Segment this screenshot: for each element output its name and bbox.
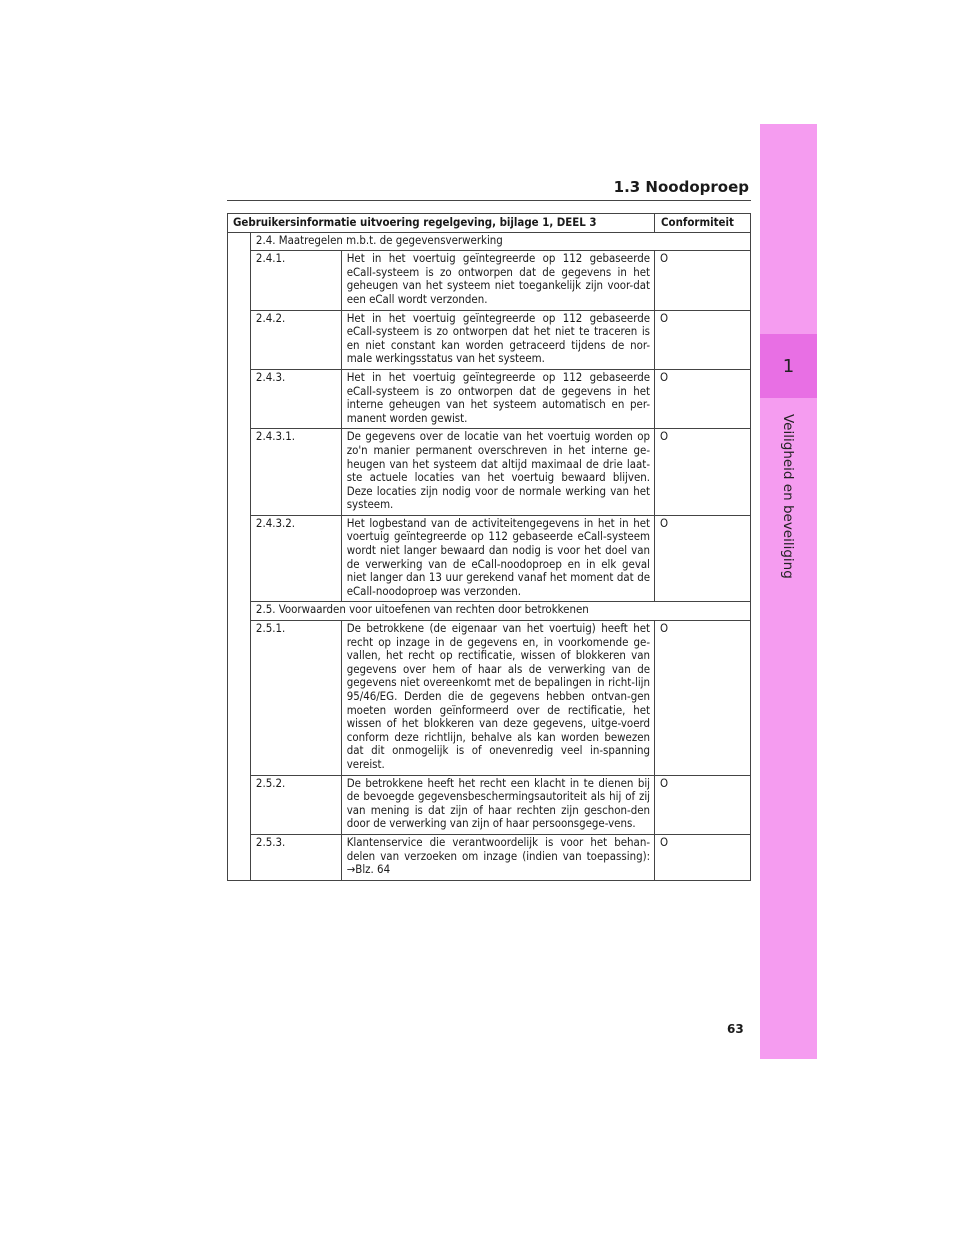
chapter-number-tab[interactable] xyxy=(760,334,817,398)
chapter-title: Veiligheid en beveiliging xyxy=(780,414,796,579)
row-id: 2.4.2. xyxy=(250,310,341,369)
regulation-table xyxy=(227,213,751,881)
table-row xyxy=(228,834,751,880)
table-row xyxy=(228,515,751,602)
row-text: De betrokkene heeft het recht een klacht in te dienen bij de bevoegde gegevensbeschermingsautoriteit als hij of zij van mening is dat zijn of haar rechten zijn geschon-den door de verwerking van zijn of haar persoonsgege-vens. xyxy=(341,775,654,834)
row-text: Het in het voertuig geïntegreerde op 112 gebaseerde eCall-systeem is zo ontworpen dat het niet te traceren is en niet constant kan worden getraceerd tijdens de nor-male werkingsstatus van het systeem. xyxy=(341,310,654,369)
row-conformity: O xyxy=(655,429,751,516)
row-id: 2.4.1. xyxy=(250,251,341,310)
chapter-number: 1 xyxy=(782,355,795,377)
row-conformity: O xyxy=(655,369,751,428)
group-heading: 2.4. Maatregelen m.b.t. de gegevensverwerking xyxy=(250,232,750,251)
table-header-row xyxy=(228,214,751,233)
column-header-conformity: Conformiteit xyxy=(655,214,751,233)
row-text: De betrokkene (de eigenaar van het voertuig) heeft het recht op inzage in de gegevens en, in voorkomende ge-vallen, het recht op rectificatie, wissen of blokkeren van gegevens over hem of haar als de verwerking van de gegevens niet overeenkomt met de bepalingen in richt-lijn 95/46/EG. Derden die de gegevens hebben ontvan-gen moeten worden geïnformeerd over de rectificatie, het wissen of het blokkeren van deze gegevens, uitge-voerd conform deze richtlijn, behalve als kan worden bewezen dat dit onmogelijk is of onevenredig veel in-spanning vereist. xyxy=(341,621,654,776)
row-text: Het in het voertuig geïntegreerde op 112 gebaseerde eCall-systeem is zo ontworpen dat de gegevens in het interne geheugen van het systeem automatisch en per-manent worden gewist. xyxy=(341,369,654,428)
row-id: 2.4.3.1. xyxy=(250,429,341,516)
table-row xyxy=(228,369,751,428)
table-row xyxy=(228,621,751,776)
row-id: 2.4.3. xyxy=(250,369,341,428)
group-heading: 2.5. Voorwaarden voor uitoefenen van rechten door betrokkenen xyxy=(250,602,750,621)
row-conformity: O xyxy=(655,621,751,776)
row-id: 2.5.1. xyxy=(250,621,341,776)
section-title: 1.3 Noodoproep xyxy=(613,178,749,196)
row-conformity: O xyxy=(655,834,751,880)
chapter-title-vertical xyxy=(766,414,810,714)
indent-cell xyxy=(228,602,251,880)
indent-cell xyxy=(228,232,251,602)
row-text: Het in het voertuig geïntegreerde op 112 gebaseerde eCall-systeem is zo ontworpen dat de gegevens in het geheugen van het systeem niet toegankelijk zijn voor-dat een eCall wordt verzonden. xyxy=(341,251,654,310)
table-row xyxy=(228,251,751,310)
row-text: Het logbestand van de activiteitengegevens in het in het voertuig geïntegreerde op 112 gebaseerde eCall-systeem wordt niet langer bewaard dan nodig is voor het doel van de verwerking van de eCall-noodoproep en in elk geval niet langer dan 13 uur gerekend vanaf het moment dat de eCall-noodoproep was verzonden. xyxy=(341,515,654,602)
row-conformity: O xyxy=(655,515,751,602)
row-id: 2.5.3. xyxy=(250,834,341,880)
page-number: 63 xyxy=(727,1022,744,1036)
table-row xyxy=(228,429,751,516)
group-heading-row xyxy=(228,602,751,621)
section-header xyxy=(227,178,751,201)
row-conformity: O xyxy=(655,775,751,834)
row-conformity: O xyxy=(655,310,751,369)
row-text: De gegevens over de locatie van het voertuig worden op zo'n manier permanent overschreven in het interne ge-heugen van het systeem dat altijd maximaal de drie laat-ste actuele locaties van het voertuig bewaard blijven. Deze locaties zijn nodig voor de normale werking van het systeem. xyxy=(341,429,654,516)
row-id: 2.5.2. xyxy=(250,775,341,834)
group-heading-row xyxy=(228,232,751,251)
row-text[interactable]: Klantenservice die verantwoordelijk is voor het behan-delen van verzoeken om inzage (indien van toepassing): →Blz. 64 xyxy=(341,834,654,880)
table-row xyxy=(228,310,751,369)
table-row xyxy=(228,775,751,834)
row-conformity: O xyxy=(655,251,751,310)
chapter-sidebar xyxy=(760,124,817,1059)
column-header-info: Gebruikersinformatie uitvoering regelgeving, bijlage 1, DEEL 3 xyxy=(228,214,655,233)
row-id: 2.4.3.2. xyxy=(250,515,341,602)
